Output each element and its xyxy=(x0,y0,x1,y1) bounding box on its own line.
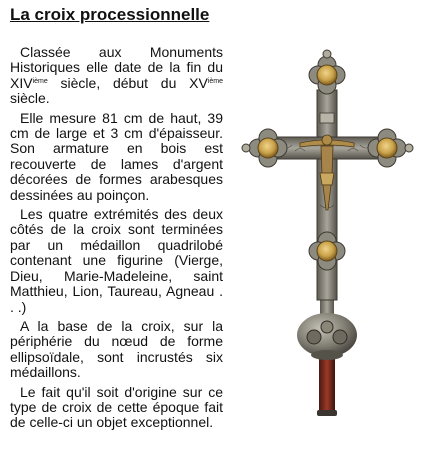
paragraph-extremities: Les quatre extrémités des deux côtés de la croix sont terminées par un médaillon quadrilobé contenant une figurine (Vierge, Dieu, Marie-Madeleine, saint Matthieu, Lion, Taureau, Agneau . . .) xyxy=(10,206,223,315)
corpus-figure xyxy=(300,135,354,210)
paragraph-dimensions: Elle mesure 81 cm de haut, 39 cm de large et 3 cm d'épaisseur. Son armature en bois est recouverte de lames d'argent décorées de formes arabesques dessinées au poinçon. xyxy=(10,109,223,203)
paragraph-date-text-a: Classée aux Monuments Historiques elle date de la fin du XIV xyxy=(10,44,223,91)
paragraph-date-text-c: siècle. xyxy=(10,90,50,107)
titulus-plate xyxy=(320,113,334,123)
medallion-left xyxy=(242,129,287,167)
paragraph-conclusion: Le fait qu'il soit d'origine sur ce type de croix de cette époque fait de celle-ci un objet exceptionnel. xyxy=(10,383,223,431)
article-text xyxy=(10,45,223,435)
medallion-right xyxy=(368,129,413,167)
medallion-bottom xyxy=(309,232,345,270)
processional-cross-photo xyxy=(240,45,420,420)
medallion-top xyxy=(309,50,345,94)
superscript-ieme-1: ième xyxy=(32,77,48,85)
ellipsoid-knot xyxy=(297,295,357,360)
paragraph-date-text-b: siècle, début du XV xyxy=(47,74,208,91)
page-title: La croix processionnelle xyxy=(10,5,210,24)
superscript-ieme-2: ième xyxy=(207,77,223,85)
paragraph-base: A la base de la croix, sur la périphérie du nœud de forme ellipsoïdale, sont incrustés six médaillons. xyxy=(10,317,223,381)
paragraph-date xyxy=(10,45,223,107)
